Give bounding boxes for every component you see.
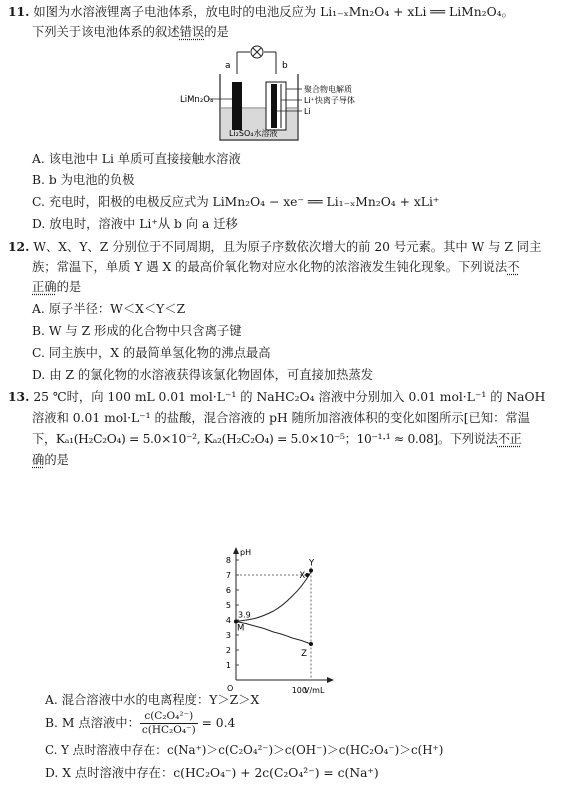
point-X (305, 573, 309, 577)
y-tick-label-7: 7 (225, 571, 231, 580)
annotation-3-9: 3.9 (238, 610, 251, 620)
label-limn2o4: LiMn₂O₄ (180, 95, 214, 105)
q13-stem-text-3: 下，Kₐ₁(H₂C₂O₄) = 5.0×10⁻², Kₐ₂(H₂C₂O₄) = 5.0×10⁻⁵；10⁻¹·¹ ≈ 0.08]。下列说法 (32, 432, 498, 446)
q12-stem-text-2: 族；常温下，单质 Y 遇 X 的最高价氧化物对应水化物的浓溶液发生钝化现象。下列说法 (32, 260, 508, 274)
q11-number: 11. (8, 4, 30, 19)
q12-option-c: C. 同主族中，X 的最简单氢化物的沸点最高 (32, 346, 271, 360)
y-tick-label-2: 2 (225, 646, 231, 655)
y-tick-label-8: 8 (225, 556, 231, 565)
q11-stem-text: 如图为水溶液锂离子电池体系，放电时的电池反应为 Li₁₋ₓMn₂O₄ + xLi ══ LiMn₂O₄。 (33, 5, 514, 19)
point-label-X: X (299, 571, 306, 581)
point-label-M: M (237, 623, 245, 634)
q11-option-a: A. 该电池中 Li 单质可直接接触水溶液 (32, 152, 241, 166)
q12-stem-line3 (32, 281, 81, 293)
q11-emphasis-key: 错误 (179, 25, 205, 39)
q13-emphasis-correct-cont: 确 (32, 453, 45, 467)
fraction-denominator: c(HC₂O₄⁻) (141, 724, 196, 737)
q12-stem-text-3: 的是 (56, 280, 82, 294)
y-tick-label-1: 1 (225, 661, 231, 670)
q13-option-d: D. X 点时溶液中存在：c(HC₂O₄⁻) + 2c(C₂O₄²⁻) = c(Na⁺) (45, 766, 379, 780)
q11-option-b: B. b 为电池的负极 (32, 173, 135, 187)
q11-option-c: C. 充电时，阳极的电极反应式为 LiMn₂O₄ − xe⁻ ══ Li₁₋ₓMn₂O₄ + xLi⁺ (32, 195, 440, 209)
electrode-a (232, 82, 242, 130)
y-axis-label: pH (240, 548, 252, 557)
label-a: a (225, 61, 231, 71)
q11-stem-line2-post: 的是 (204, 25, 229, 39)
q12-stem-line1 (8, 241, 541, 253)
q12-stem-text-1: W、X、Y、Z 分别位于不同周期，且为原子序数依次增大的前 20 号元素。其中 W 与 Z 同主 (33, 240, 542, 254)
q11-stem-line2-pre: 下列关于该电池体系的叙述 (32, 25, 180, 39)
q13-stem-line1 (8, 391, 545, 403)
q13-stem-text-4: 的是 (44, 453, 69, 467)
y-axis-arrow (233, 547, 239, 554)
x-axis-label: V/mL (304, 686, 325, 695)
q13-option-b-value: = 0.4 (197, 716, 236, 731)
ph-curve-2 (236, 622, 311, 645)
label-b: b (282, 61, 288, 71)
q12-emphasis-not: 不 (507, 260, 520, 274)
q13-stem-line4 (32, 454, 69, 466)
li-metal (271, 84, 277, 128)
origin-label: O (227, 684, 234, 693)
point-label-Z: Z (301, 649, 307, 659)
x-axis-arrow (327, 677, 334, 683)
q13-stem-line2: 溶液和 0.01 mol·L⁻¹ 的盐酸，混合溶液的 pH 随所加溶液体积的变化如图所示[已知：常温 (32, 411, 531, 425)
point-Y (309, 569, 313, 573)
q11-stem-line2 (32, 26, 229, 38)
y-tick-label-4: 4 (225, 616, 231, 625)
q12-option-d: D. 由 Z 的氯化物的水溶液获得该氯化物固体，可直接加热蒸发 (32, 368, 374, 382)
battery-diagram (178, 44, 378, 148)
q12-option-a: A. 原子半径：W＜X＜Y＜Z (32, 302, 186, 316)
ph-chart-marks (234, 559, 315, 660)
q13-option-c: C. Y 点时溶液中存在：c(Na⁺)＞c(C₂O₄²⁻)＞c(OH⁻)＞c(HC₂O₄⁻)＞c(H⁺) (45, 743, 444, 757)
q13-number: 13. (8, 389, 30, 404)
q13-option-b-fraction (140, 710, 198, 737)
q12-number: 12. (8, 239, 30, 254)
label-li: Li (304, 107, 311, 116)
y-tick-label-3: 3 (225, 631, 231, 640)
q12-option-b: B. W 与 Z 形成的化合物中只含离子键 (32, 324, 242, 338)
label-solution: Li₂SO₄水溶液 (229, 129, 278, 138)
point-Z (309, 642, 313, 646)
label-conductor: Li⁺快离子导体 (304, 96, 355, 105)
q13-option-a: A. 混合溶液中水的电离程度：Y＞Z＞X (45, 693, 260, 707)
q13-option-b-label: B. M 点溶液中： (45, 716, 140, 731)
y-tick-label-5: 5 (225, 601, 231, 610)
point-label-Y: Y (309, 558, 315, 569)
q13-option-b (45, 710, 235, 737)
q13-emphasis-incorrect: 不正 (497, 432, 522, 446)
q11-stem-line1 (8, 6, 514, 18)
label-polymer: 聚合物电解质 (304, 85, 352, 94)
q13-stem-text-1: 25 ℃时，向 100 mL 0.01 mol·L⁻¹ 的 NaHC₂O₄ 溶液中分别加入 0.01 mol·L⁻¹ 的 NaOH (33, 390, 546, 404)
q11-option-d: D. 放电时，溶液中 Li⁺从 b 向 a 迁移 (32, 217, 238, 231)
q13-stem-line3 (32, 433, 522, 445)
ph-chart (196, 545, 346, 695)
y-tick-label-6: 6 (225, 586, 231, 595)
q12-emphasis-correct: 正确 (32, 280, 57, 294)
x-tick-label-100: 100 (291, 686, 307, 695)
q12-stem-line2 (32, 261, 520, 273)
fraction-numerator: c(C₂O₄²⁻) (140, 710, 198, 724)
